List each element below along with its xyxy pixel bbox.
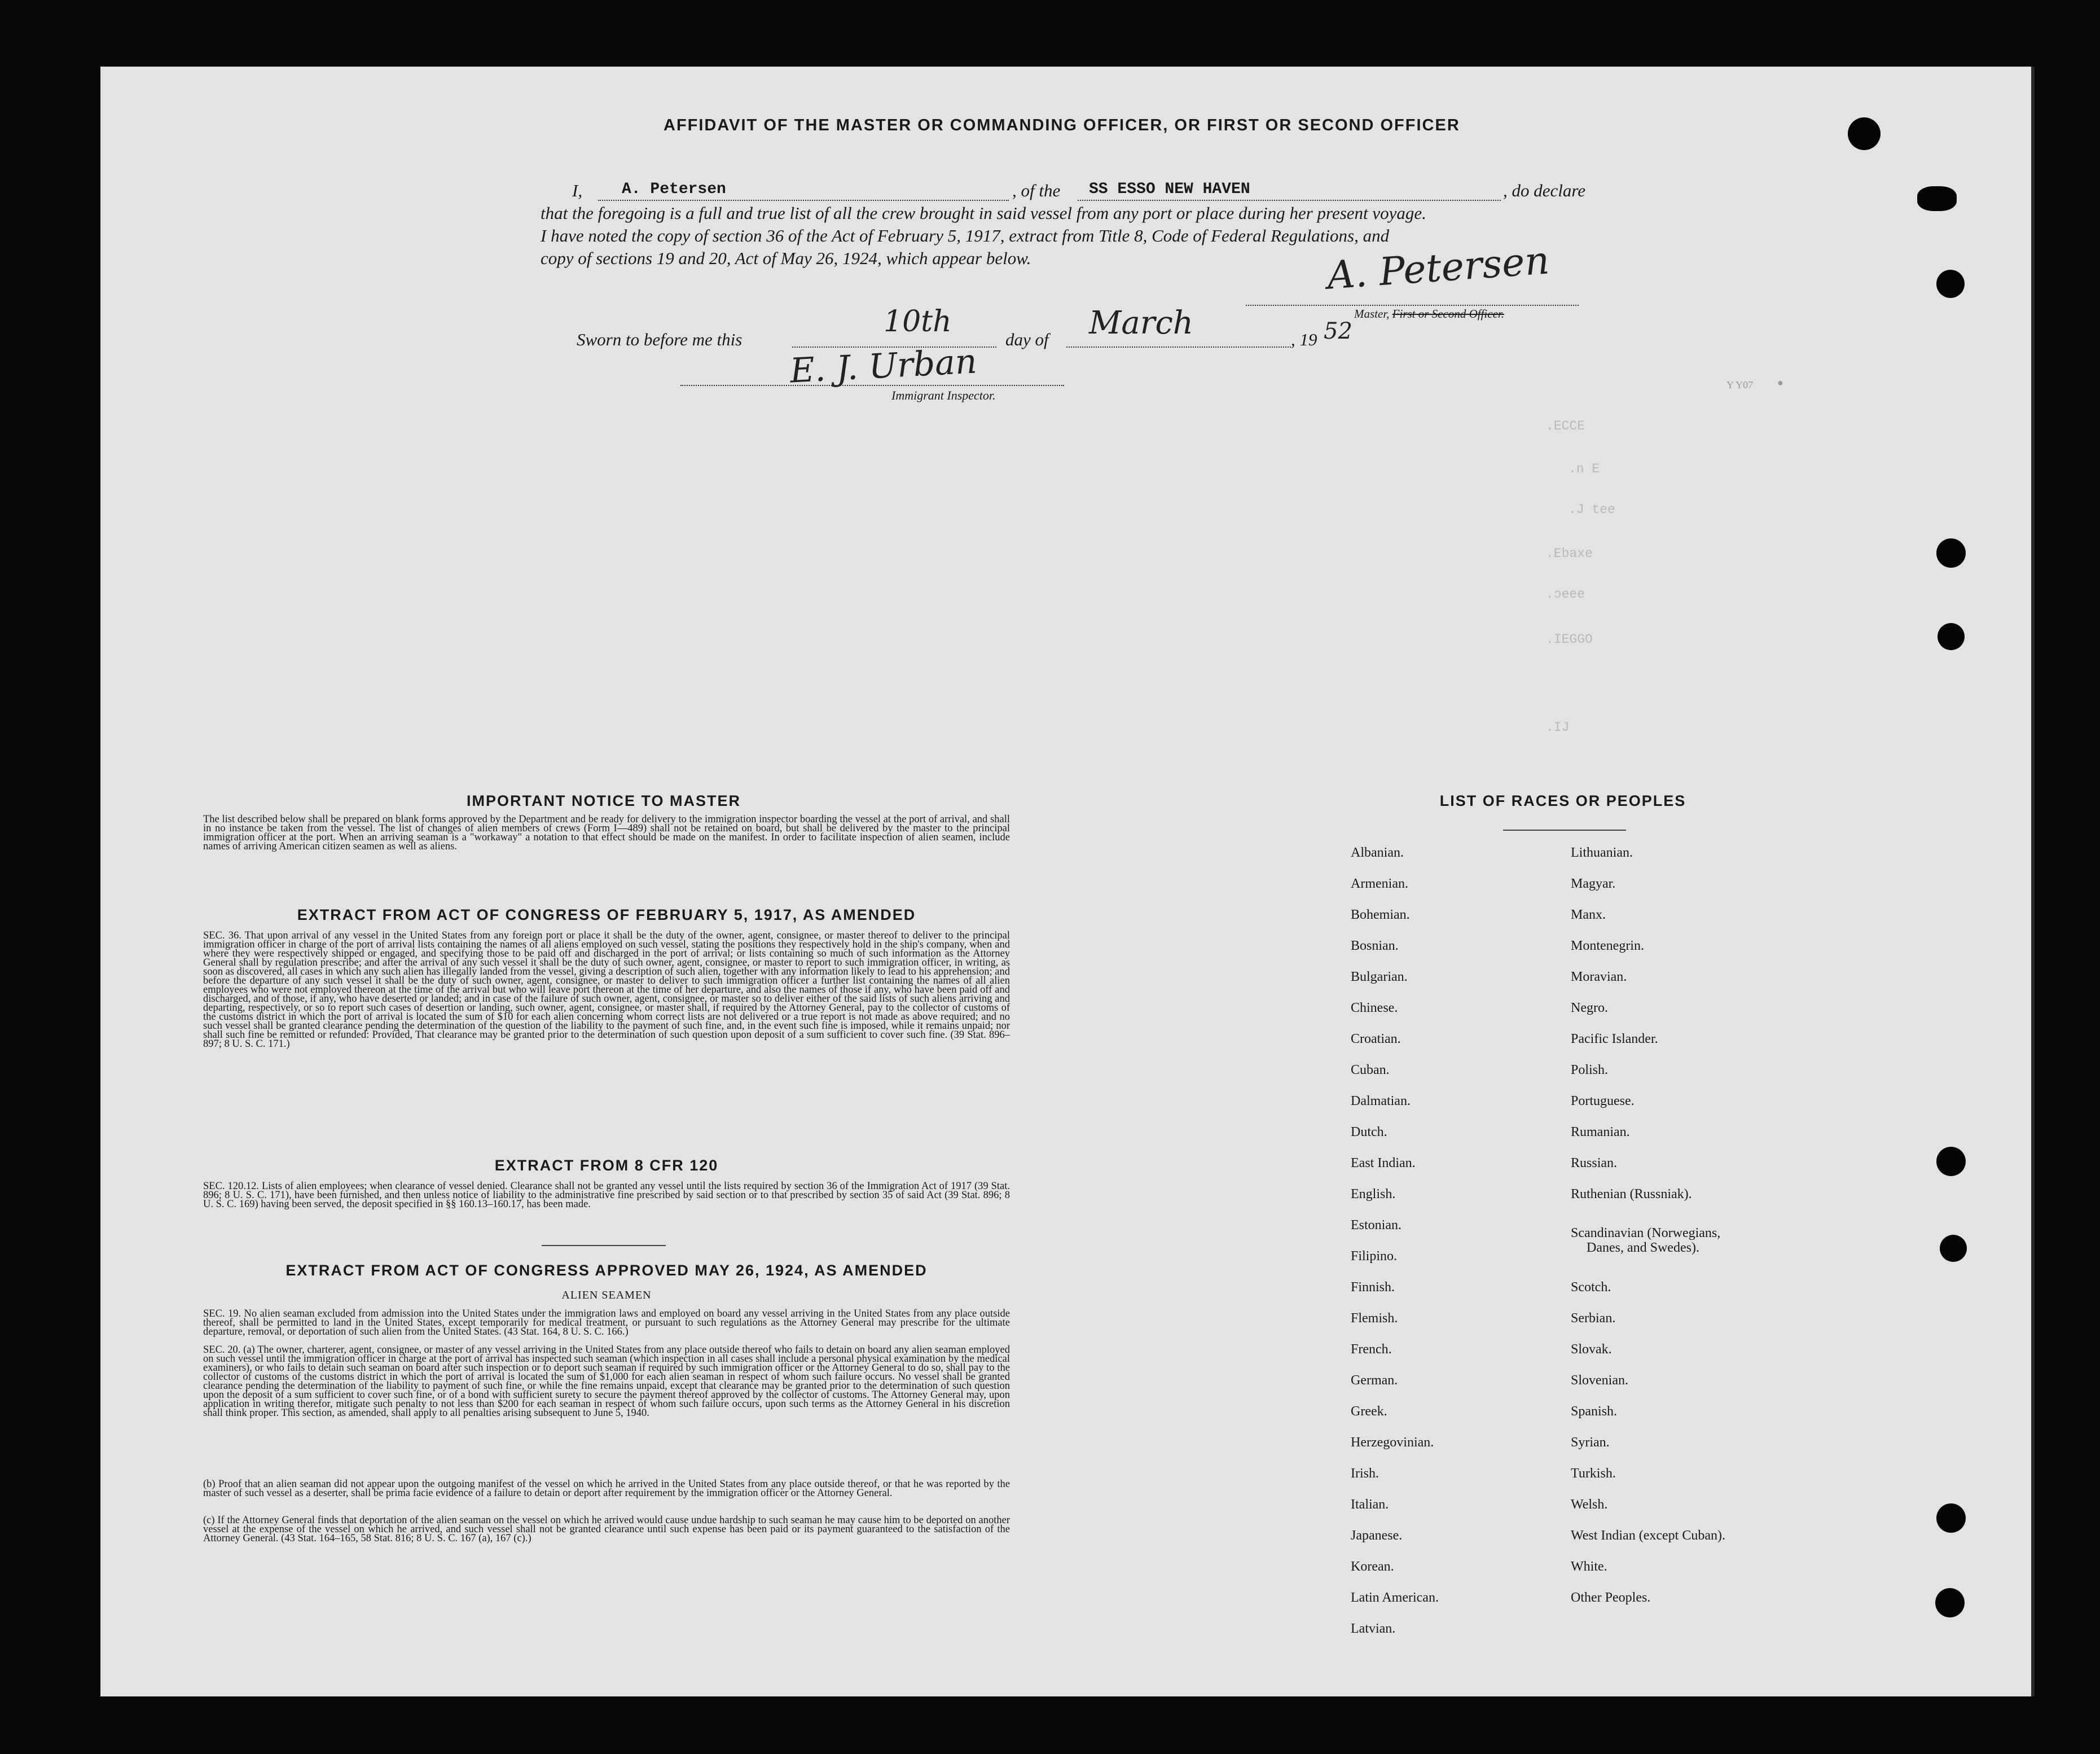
master-name: A. Petersen — [622, 181, 726, 198]
sworn-year-prefix: , 19 — [1291, 330, 1317, 349]
extract-1924-title: EXTRACT FROM ACT OF CONGRESS APPROVED MAY 26, 1924, AS AMENDED — [285, 1262, 928, 1279]
signature-caption — [1354, 307, 1504, 321]
affidavit-title: AFFIDAVIT OF THE MASTER OR COMMANDING OFFICER, OR FIRST OR SECOND OFFICER — [664, 116, 1460, 134]
affidavit-line-2: that the foregoing is a full and true list of all the crew brought in said vessel from any port or place during her present voyage. — [541, 203, 1426, 223]
extract-1917-body: SEC. 36. That upon arrival of any vessel in the United States from any foreign port or place it shall be the duty of the owner, agent, consignee, or master thereof to deliver to the principal immigration officer in charge of the port of arrival lists containing the names of all aliens employed on such vessel, stating the positions they respectively hold in the ship's company, when and where they were respectively shipped or engaged, and specifying those to be paid off and discharged in the port of arrival; or lists containing so much of such information as the Attorney General shall by regulation prescribe; and after the arrival of any such vessel it shall be the duty of such owner, agent, consignee, or master to report to such immigration officer, in writing, as soon as discovered, all cases in which any such alien has illegally landed from the vessel, giving a description of such alien, together with any information likely to lead to his apprehension; and before the departure of any such vessel it shall be the duty of such owner, agent, consignee, or master to deliver to such immigration officer a further list containing the names of all alien employees who were not employed thereon at the time of the arrival but who will leave port thereon at the time of her departure, and also the names of those if any, who have been paid off and discharged, and of those, if any, who have deserted or landed; and in case of the failure of such owner, agent, consignee, or master so to deliver either of the said lists of such aliens arriving and departing, respectively, or so to report such cases of desertion or landing, such owner, agent, consignee, or master shall, if required by the Attorney General, pay to the collector of customs of the customs district in which the port of arrival is located the sum of $10 for each alien concerning whom correct lists are not delivered or a true report is not made as above required; and no such vessel shall be granted clearance pending the determination of the question of the liability to the payment of such fine, and, in the event such fine is imposed, while it remains unpaid; nor shall such fine be remitted or refunded: Provided, That clearance may be granted prior to the determination of such question upon deposit of a sum sufficient to cover such fine. (39 Stat. 896–897; 8 U. S. C. 171.) — [203, 930, 1010, 1050]
sworn-day: 10th — [884, 305, 952, 339]
race-item: Flemish. — [1351, 1311, 1398, 1326]
section-divider — [542, 1245, 666, 1246]
sworn-month: March — [1089, 305, 1193, 341]
race-item: Montenegrin. — [1571, 939, 1644, 953]
document-page — [100, 67, 2031, 1696]
inspector-signature: E. J. Urban — [789, 341, 978, 391]
punch-hole — [1938, 623, 1965, 650]
race-item: White. — [1571, 1559, 1607, 1574]
race-item: Latin American. — [1351, 1590, 1439, 1605]
race-item: Korean. — [1351, 1559, 1394, 1574]
notice-title: IMPORTANT NOTICE TO MASTER — [467, 792, 741, 809]
notice-body: The list described below shall be prepared on blank forms approved by the Department and be ready for delivery to the immigration inspector boarding the vessel at the port of arrival, and shall in no instance be taken from the vessel. The list of changes of alien members of crews (Form I—489) shall not be retained on board, but shall be delivered by the master to the principal immigration officer at the port. When an arriving seaman is a "workaway" a notation to that effect should be made on the manifest. In order to facilitate inspection of alien seamen, include names of arriving American citizen seamen as well as aliens. — [203, 814, 1010, 852]
race-item: Russian. — [1571, 1156, 1618, 1170]
race-item: Armenian. — [1351, 876, 1408, 891]
vessel-name-underline — [1078, 200, 1501, 201]
affidavit-prefix: I, — [572, 181, 583, 200]
bleed-through-mark: .IJ — [1546, 720, 1570, 735]
punch-hole — [1940, 1235, 1967, 1262]
punch-hole — [1936, 538, 1966, 568]
extract-1924-sec20b: (b) Proof that an alien seaman did not appear upon the outgoing manifest of the vessel on which he arrived in the United States from any place outside thereof, or that he was reported by the master of such vessel as a deserter, shall be prima facie evidence of a failure to detain or deport after requirement by the immigration officer or the Attorney General. — [203, 1479, 1010, 1499]
races-title: LIST OF RACES OR PEOPLES — [1439, 792, 1686, 809]
race-item: Manx. — [1571, 907, 1606, 922]
bleed-through-mark: .ECCE — [1546, 419, 1585, 433]
sworn-day-of: day of — [1005, 330, 1049, 349]
race-item: Portuguese. — [1571, 1094, 1635, 1108]
race-item: Scandinavian (Norwegians, — [1571, 1226, 1721, 1240]
extract-1924-subtitle: ALIEN SEAMEN — [561, 1289, 652, 1301]
race-item: English. — [1351, 1187, 1396, 1202]
extract-1924-sec20a: SEC. 20. (a) The owner, charterer, agent, consignee, or master of any vessel arriving in the United States from any place outside thereof who fails to detain on board any alien seaman employed on such vessel until the immigration officer in charge at the port of arrival has inspected such seaman (which inspection in all cases shall include a personal physical examination by the medical examiners), or who fails to detain such seaman on board after such inspection or to deport such seaman if required by such immigration officer or the Attorney General to do so, shall pay to the collector of customs of the customs district in which the port of arrival is located the sum of $1,000 for each alien seaman in respect of whom such failure occurs. No vessel shall be granted clearance pending the determination of the liability to payment of such fine, or while the fine remains unpaid, except that clearance may be granted prior to the determination of such question upon the deposit of a sum sufficient to cover such fine, or of a bond with sufficient surety to secure the payment thereof approved by the collector of customs. The Attorney General may, upon application in writing therefor, mitigate such penalty to not less than $200 for each seaman in respect of whom such failure occurs, upon such terms as the Attorney General in his discretion shall think proper. This section, as amended, shall apply to all penalties arising subsequent to June 5, 1940. — [203, 1344, 1010, 1419]
sworn-year-suffix: 52 — [1324, 318, 1352, 344]
race-item: Latvian. — [1351, 1621, 1396, 1636]
races-title-rule — [1503, 830, 1626, 831]
master-name-underline — [598, 200, 1009, 201]
bleed-through-mark: Y Y07 — [1726, 379, 1754, 391]
vessel-name: SS ESSO NEW HAVEN — [1089, 181, 1250, 198]
race-item: Croatian. — [1351, 1032, 1401, 1046]
race-item: Pacific Islander. — [1571, 1032, 1658, 1046]
race-item: Magyar. — [1571, 876, 1616, 891]
race-item: Filipino. — [1351, 1249, 1398, 1264]
race-item: Herzegovinian. — [1351, 1435, 1434, 1450]
race-item: Rumanian. — [1571, 1125, 1630, 1139]
bleed-through-mark: .n E — [1569, 462, 1600, 476]
extract-cfr-body: SEC. 120.12. Lists of alien employees; when clearance of vessel denied. Clearance shall not be granted any vessel until the lists required by section 36 of the Immigration Act of 1917 (39 Stat. 896; 8 U. S. C. 171), have been furnished, and then unless notice of liability to the administrative fine prescribed by said section or to that prescribed by section 35 of said Act (39 Stat. 896; 8 U. S. C. 169) having been served, the deposit specified in §§ 160.13–160.17, has been made. — [203, 1181, 1010, 1210]
bleed-through-mark: ● — [1777, 377, 1783, 388]
master-signature: A. Petersen — [1325, 238, 1551, 299]
extract-1924-sec19: SEC. 19. No alien seaman excluded from admission into the United States under the immigration laws and employed on board any vessel arriving in the United States from any place outside thereof, shall be permitted to land in the United States, except temporarily for medical treatment, or pursuant to such regulations as the Attorney General may prescribe for the ultimate departure, removal, or deportation of such alien from the United States. (43 Stat. 164, 8 U. S. C. 166.) — [203, 1308, 1010, 1338]
punch-hole — [1936, 270, 1965, 298]
race-item: Bulgarian. — [1351, 970, 1408, 984]
race-item: Japanese. — [1351, 1528, 1403, 1543]
bleed-through-mark: .Ebaxe — [1546, 546, 1593, 561]
race-item: Danes, and Swedes). — [1587, 1240, 1699, 1255]
race-item: Turkish. — [1571, 1466, 1616, 1481]
page-edge — [2031, 67, 2035, 1696]
race-item: Estonian. — [1351, 1218, 1402, 1233]
punch-hole — [1917, 186, 1957, 211]
inspector-caption: Immigrant Inspector. — [891, 388, 996, 402]
race-item: German. — [1351, 1373, 1398, 1388]
race-item: Greek. — [1351, 1404, 1387, 1419]
punch-hole — [1848, 117, 1881, 150]
sworn-month-underline — [1066, 347, 1291, 348]
race-item: Polish. — [1571, 1063, 1609, 1077]
affidavit-of-the: , of the — [1012, 181, 1061, 200]
race-item: Finnish. — [1351, 1280, 1395, 1295]
race-item: Spanish. — [1571, 1404, 1618, 1419]
race-item: Welsh. — [1571, 1497, 1608, 1512]
affidavit-line-4: copy of sections 19 and 20, Act of May 26, 1924, which appear below. — [541, 248, 1031, 268]
affidavit-line-3: I have noted the copy of section 36 of the Act of February 5, 1917, extract from Title 8, Code of Federal Regulations, and — [541, 226, 1390, 245]
race-item: Ruthenian (Russniak). — [1571, 1187, 1692, 1202]
race-item: Dalmatian. — [1351, 1094, 1411, 1108]
race-item: Dutch. — [1351, 1125, 1387, 1139]
race-item: Italian. — [1351, 1497, 1389, 1512]
race-item: Chinese. — [1351, 1001, 1398, 1015]
race-item: Serbian. — [1571, 1311, 1616, 1326]
race-item: Negro. — [1571, 1001, 1608, 1015]
signature-line — [1246, 305, 1579, 306]
sworn-prefix: Sworn to before me this — [577, 330, 743, 349]
bleed-through-mark: .IEGGO — [1546, 632, 1593, 647]
race-item: Scotch. — [1571, 1280, 1611, 1295]
race-item: West Indian (except Cuban). — [1571, 1528, 1725, 1543]
affidavit-do-declare: , do declare — [1503, 181, 1586, 200]
race-item: French. — [1351, 1342, 1392, 1357]
race-item: Irish. — [1351, 1466, 1379, 1481]
race-item: Albanian. — [1351, 845, 1404, 860]
race-item: Syrian. — [1571, 1435, 1610, 1450]
punch-hole — [1935, 1588, 1965, 1617]
race-item: East Indian. — [1351, 1156, 1416, 1170]
bleed-through-mark: .ɔeee — [1546, 587, 1585, 602]
race-item: Bosnian. — [1351, 939, 1399, 953]
punch-hole — [1936, 1147, 1966, 1176]
punch-hole — [1936, 1503, 1966, 1533]
race-item: Moravian. — [1571, 970, 1627, 984]
race-item: Bohemian. — [1351, 907, 1410, 922]
extract-1924-sec20c: (c) If the Attorney General finds that deportation of the alien seaman on the vessel on which he arrived would cause undue hardship to such seaman he may cause him to be deported on another vessel at the expense of the vessel on which he arrived, and such vessel shall not be granted clearance until such expense has been paid or its payment guaranteed to the satisfaction of the Attorney General. (43 Stat. 164–165, 58 Stat. 816; 8 U. S. C. 167 (a), 167 (c).) — [203, 1515, 1010, 1544]
race-item: Slovak. — [1571, 1342, 1612, 1357]
caption-struck: First or Second Officer. — [1392, 307, 1504, 321]
inspector-signature-line — [680, 385, 1064, 386]
extract-cfr-title: EXTRACT FROM 8 CFR 120 — [494, 1157, 719, 1174]
race-item: Other Peoples. — [1571, 1590, 1651, 1605]
caption-master: Master, — [1354, 307, 1390, 321]
extract-1917-title: EXTRACT FROM ACT OF CONGRESS OF FEBRUARY 5, 1917, AS AMENDED — [297, 906, 916, 923]
race-item: Cuban. — [1351, 1063, 1390, 1077]
bleed-through-mark: .J tee — [1569, 502, 1615, 517]
race-item: Slovenian. — [1571, 1373, 1628, 1388]
race-item: Lithuanian. — [1571, 845, 1633, 860]
